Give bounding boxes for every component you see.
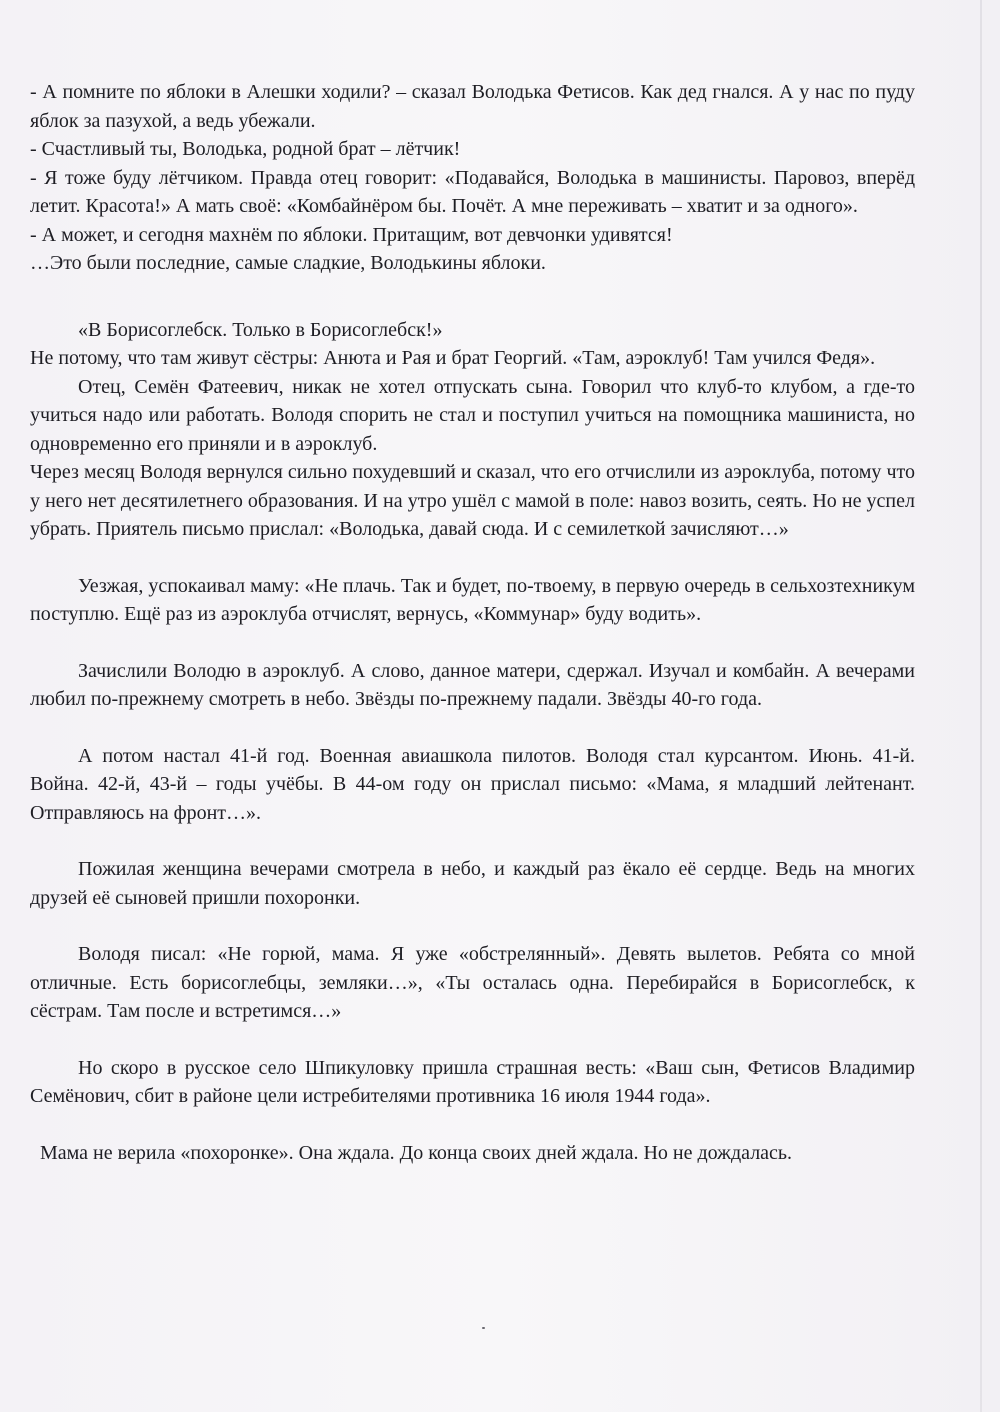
paragraph-news: Но скоро в русское село Шпикуловку пришла страшная весть: «Ваш сын, Фетисов Владимир Семёнович, сбит в районе цели истребителями противника 16 июля 1944 года». — [30, 1056, 915, 1107]
quote-borisoglebsk: «В Борисоглебск. Только в Борисоглебск!» — [78, 318, 443, 341]
paragraph-sisters: Не потому, что там живут сёстры: Анюта и Рая и брат Георгий. «Там, аэроклуб! Там учился Федя». — [30, 347, 876, 369]
dialogue-line-3: - Я тоже буду лётчиком. Правда отец говорит: «Подавайся, Володька в машинисты. Паровоз, вперёд летит. Красота!» А мать своё: «Комбайнёром бы. Почёт. А мне переживать – хватит и за одного». — [30, 166, 915, 217]
dialogue-line-1: - А помните по яблоки в Алешки ходили? – сказал Володька Фетисов. Как дед гнался. А у нас по пуду яблок за пазухой, а ведь убежали. — [30, 81, 915, 132]
scan-speck — [482, 1327, 485, 1329]
paragraph-final: Мама не верила «похоронке». Она ждала. До конца своих дней ждала. Но не дождалась. — [40, 1141, 793, 1164]
dialogue-line-2: - Счастливый ты, Володька, родной брат – лётчик! — [30, 138, 461, 160]
paragraph-father: Отец, Семён Фатеевич, никак не хотел отпускать сына. Говорил что клуб-то клубом, а где-то учиться надо или работать. Володя спорить не стал и поступил учиться на помощника машиниста, но одновременно его приняли и в аэроклуб. — [30, 375, 915, 455]
paragraph-letters: Володя писал: «Не горюй, мама. Я уже «обстрелянный». Девять вылетов. Ребята со мной отличные. Есть борисоглебцы, земляки…», «Ты осталась одна. Перебирайся в Борисоглебск, к сёстрам. Там после и встретимся…» — [30, 943, 915, 1022]
dialogue-line-4: - А может, и сегодня махнём по яблоки. Притащим, вот девчонки удивятся! — [30, 223, 673, 246]
paragraph-expelled: Через месяц Володя вернулся сильно похудевший и сказал, что его отчислили из аэроклуба, потому что у него нет десятилетнего образования. И на утро ушёл с мамой в поле: навоз возить, сеять. Но не успел убрать. Приятель письмо прислал: «Володька, давай сюда. И с семилеткой зачисляют…» — [30, 461, 915, 540]
paragraph-mother-waits: Пожилая женщина вечерами смотрела в небо, и каждый раз ёкало её сердце. Ведь на многих друзей её сыновей пришли похоронки. — [30, 858, 915, 909]
paragraph-enrolled: Зачислили Володю в аэроклуб. А слово, данное матери, сдержал. Изучал и комбайн. А вечерами любил по-прежнему смотреть в небо. Звёзды по-прежнему падали. Звёзды 40-го года. — [30, 659, 915, 710]
paragraph-leaving: Уезжая, успокаивал маму: «Не плачь. Так и будет, по-твоему, в первую очередь в сельхозтехникум поступлю. Ещё раз из аэроклуба отчислят, вернусь, «Коммунар» буду водить». — [30, 574, 915, 625]
document-body — [30, 78, 915, 1167]
closing-line-apples: …Это были последние, самые сладкие, Володькины яблоки. — [30, 252, 546, 274]
paragraph-war: А потом настал 41-й год. Военная авиашкола пилотов. Володя стал курсантом. Июнь. 41-й. Война. 42-й, 43-й – годы учёбы. В 44-ом году он прислал письмо: «Мама, я младший лейтенант. Отправляюсь на фронт…». — [30, 744, 915, 824]
page-edge-shadow — [980, 0, 982, 1412]
